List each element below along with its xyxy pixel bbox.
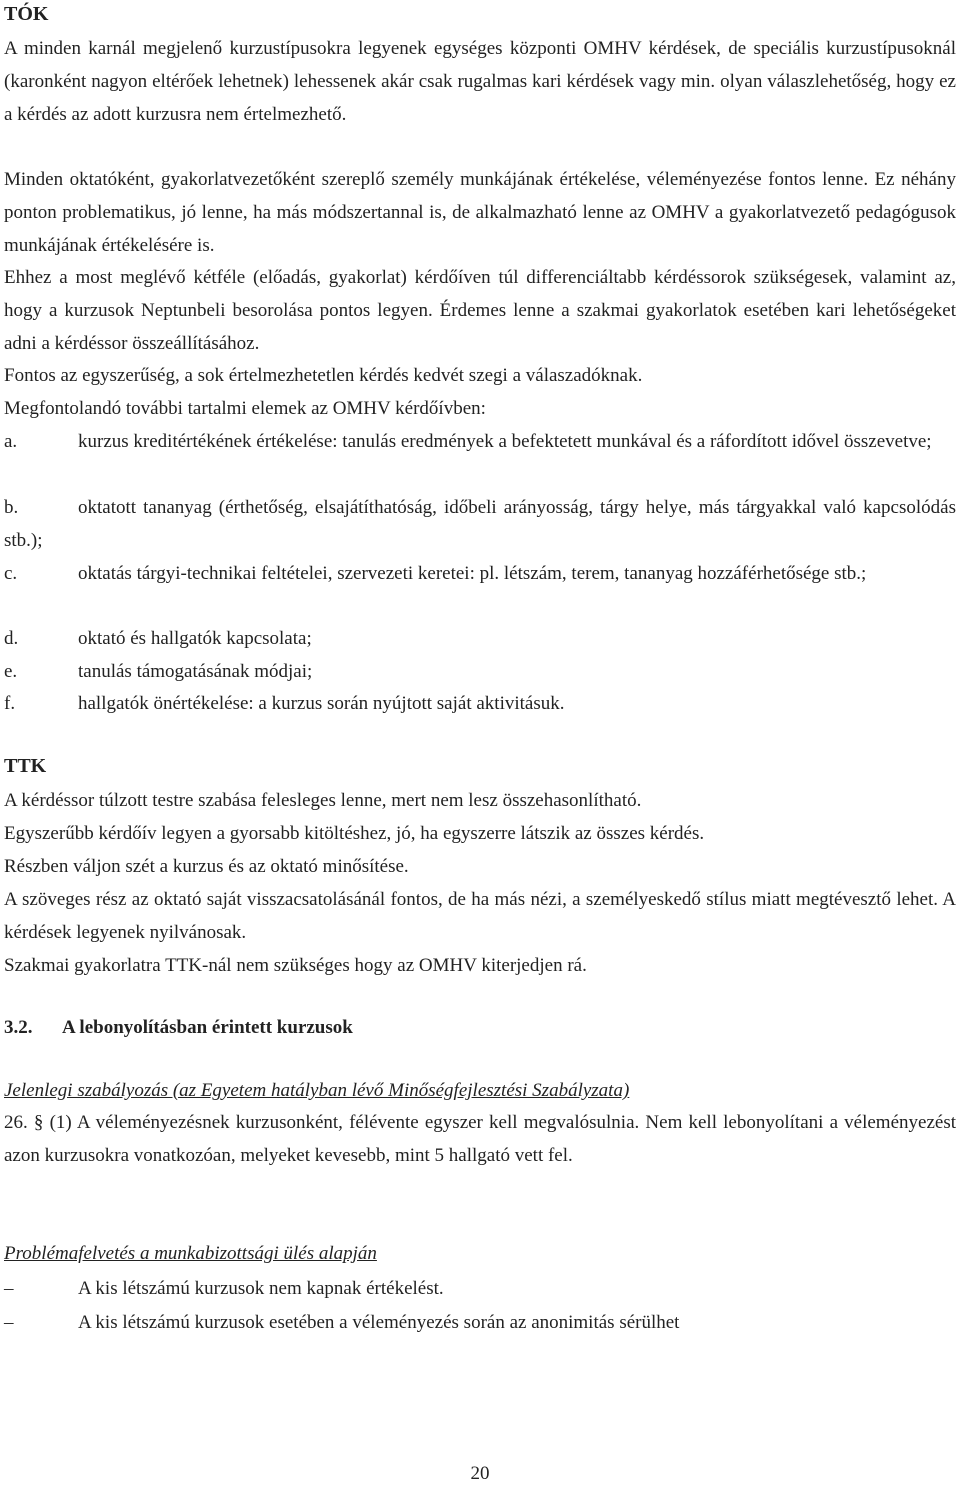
section-title: A lebonyolításban érintett kurzusok [62, 1017, 353, 1038]
problem-item-text: A kis létszámú kurzusok esetében a véleményezés során az anonimitás sérülhet [78, 1312, 680, 1333]
list-item [4, 492, 956, 558]
problem-item [4, 1278, 444, 1300]
problem-item [4, 1312, 679, 1334]
list-item-marker: a. [4, 431, 18, 452]
list-item-text: hallgatók önértékelése: a kurzus során nyújtott saját aktivitásuk. [78, 693, 565, 714]
heading-ttk: TTK [4, 755, 47, 777]
ttk-paragraph-4: A szöveges rész az oktató saját visszacsatolásánál fontos, de ha más nézi, a személyeskedő stílus miatt megtévesztő lehet. A kérdések legyenek nyilvánosak. [4, 889, 956, 943]
heading-tok: TÓK [4, 3, 49, 25]
ttk-paragraph-5: Szakmai gyakorlatra TTK-nál nem szükséges hogy az OMHV kiterjedjen rá. [4, 955, 587, 976]
tok-paragraph-1: A minden karnál megjelenő kurzustípusokra legyenek egységes központi OMHV kérdések, de speciális kurzustípusoknál (karonként nagyon eltérőek lehetnek) lehessenek akár csak rugalmas kari kérdések vagy min. olyan válaszlehetőség, hogy ez a kérdés az adott kurzusra nem értelmezhető. [4, 38, 956, 125]
regulation-text: 26. § (1) A véleményezésnek kurzusonként, félévente egyszer kell megvalósulnia. Nem kell lebonyolítani a véleményezést azon kurzusokra vonatkozóan, melyeket kevesebb, mint 5 hallgató vett fel. [4, 1112, 956, 1166]
tok-paragraph-2: Minden oktatóként, gyakorlatvezetőként szereplő személy munkájának értékelése, véleményezése fontos lenne. Ez néhány ponton problematikus, jó lenne, ha más módszertannal is, de alkalmazható lenne az OMHV a gyakorlatvezető pedagógusok munkájának értékelésére is. [4, 169, 956, 256]
list-item-marker: c. [4, 563, 18, 584]
list-item-marker: b. [4, 497, 19, 518]
ttk-paragraph-1: A kérdéssor túlzott testre szabása felesleges lenne, mert nem lesz összehasonlítható. [4, 790, 642, 811]
list-item [4, 558, 956, 591]
list-item-text: oktatott tananyag (érthetőség, elsajátíthatóság, időbeli arányosság, tárgy helye, más tárgyakkal való kapcsolódás stb.); [4, 497, 956, 551]
list-item [4, 623, 956, 656]
problems-label: Problémafelvetés a munkabizottsági ülés alapján [4, 1243, 377, 1264]
list-item [4, 688, 956, 721]
tok-paragraph-4: Fontos az egyszerűség, a sok értelmezhetetlen kérdés kedvét szegi a válaszadóknak. [4, 365, 643, 386]
tok-paragraph-3: Ehhez a most meglévő kétféle (előadás, gyakorlat) kérdőíven túl differenciáltabb kérdéssorok szükségesek, valamint az, hogy a kurzusok Neptunbeli besorolása pontos legyen. Érdemes lenne a szakmai gyakorlatok esetében kari lehetőségeket adni a kérdéssor összeállításához. [4, 267, 956, 354]
page-number: 20 [470, 1463, 490, 1484]
problem-item-text: A kis létszámú kurzusok nem kapnak értékelést. [78, 1278, 444, 1299]
list-item-marker: d. [4, 628, 19, 649]
list-item-text: kurzus kreditértékének értékelése: tanulás eredmények a befektetett munkával és a ráfordított idővel összevetve; [78, 431, 932, 452]
regulation-label: Jelenlegi szabályozás (az Egyetem hatályban lévő Minőségfejlesztési Szabályzata) [4, 1080, 630, 1101]
list-item-text: tanulás támogatásának módjai; [78, 661, 313, 682]
tok-paragraph-5: Megfontolandó további tartalmi elemek az OMHV kérdőívben: [4, 398, 486, 419]
list-item [4, 426, 956, 459]
list-item-text: oktató és hallgatók kapcsolata; [78, 628, 312, 649]
list-item [4, 656, 956, 689]
dash-bullet: – [4, 1278, 14, 1299]
ttk-paragraph-3: Részben váljon szét a kurzus és az oktató minősítése. [4, 856, 409, 877]
ttk-paragraph-2: Egyszerűbb kérdőív legyen a gyorsabb kitöltéshez, jó, ha egyszerre látszik az összes kérdés. [4, 823, 705, 844]
list-item-marker: f. [4, 693, 16, 714]
section-number: 3.2. [4, 1017, 33, 1038]
section-heading [4, 1017, 353, 1039]
list-item-text: oktatás tárgyi-technikai feltételei, szervezeti keretei: pl. létszám, terem, tananyag hozzáférhetősége stb.; [78, 563, 867, 584]
dash-bullet: – [4, 1312, 14, 1333]
list-item-marker: e. [4, 661, 18, 682]
